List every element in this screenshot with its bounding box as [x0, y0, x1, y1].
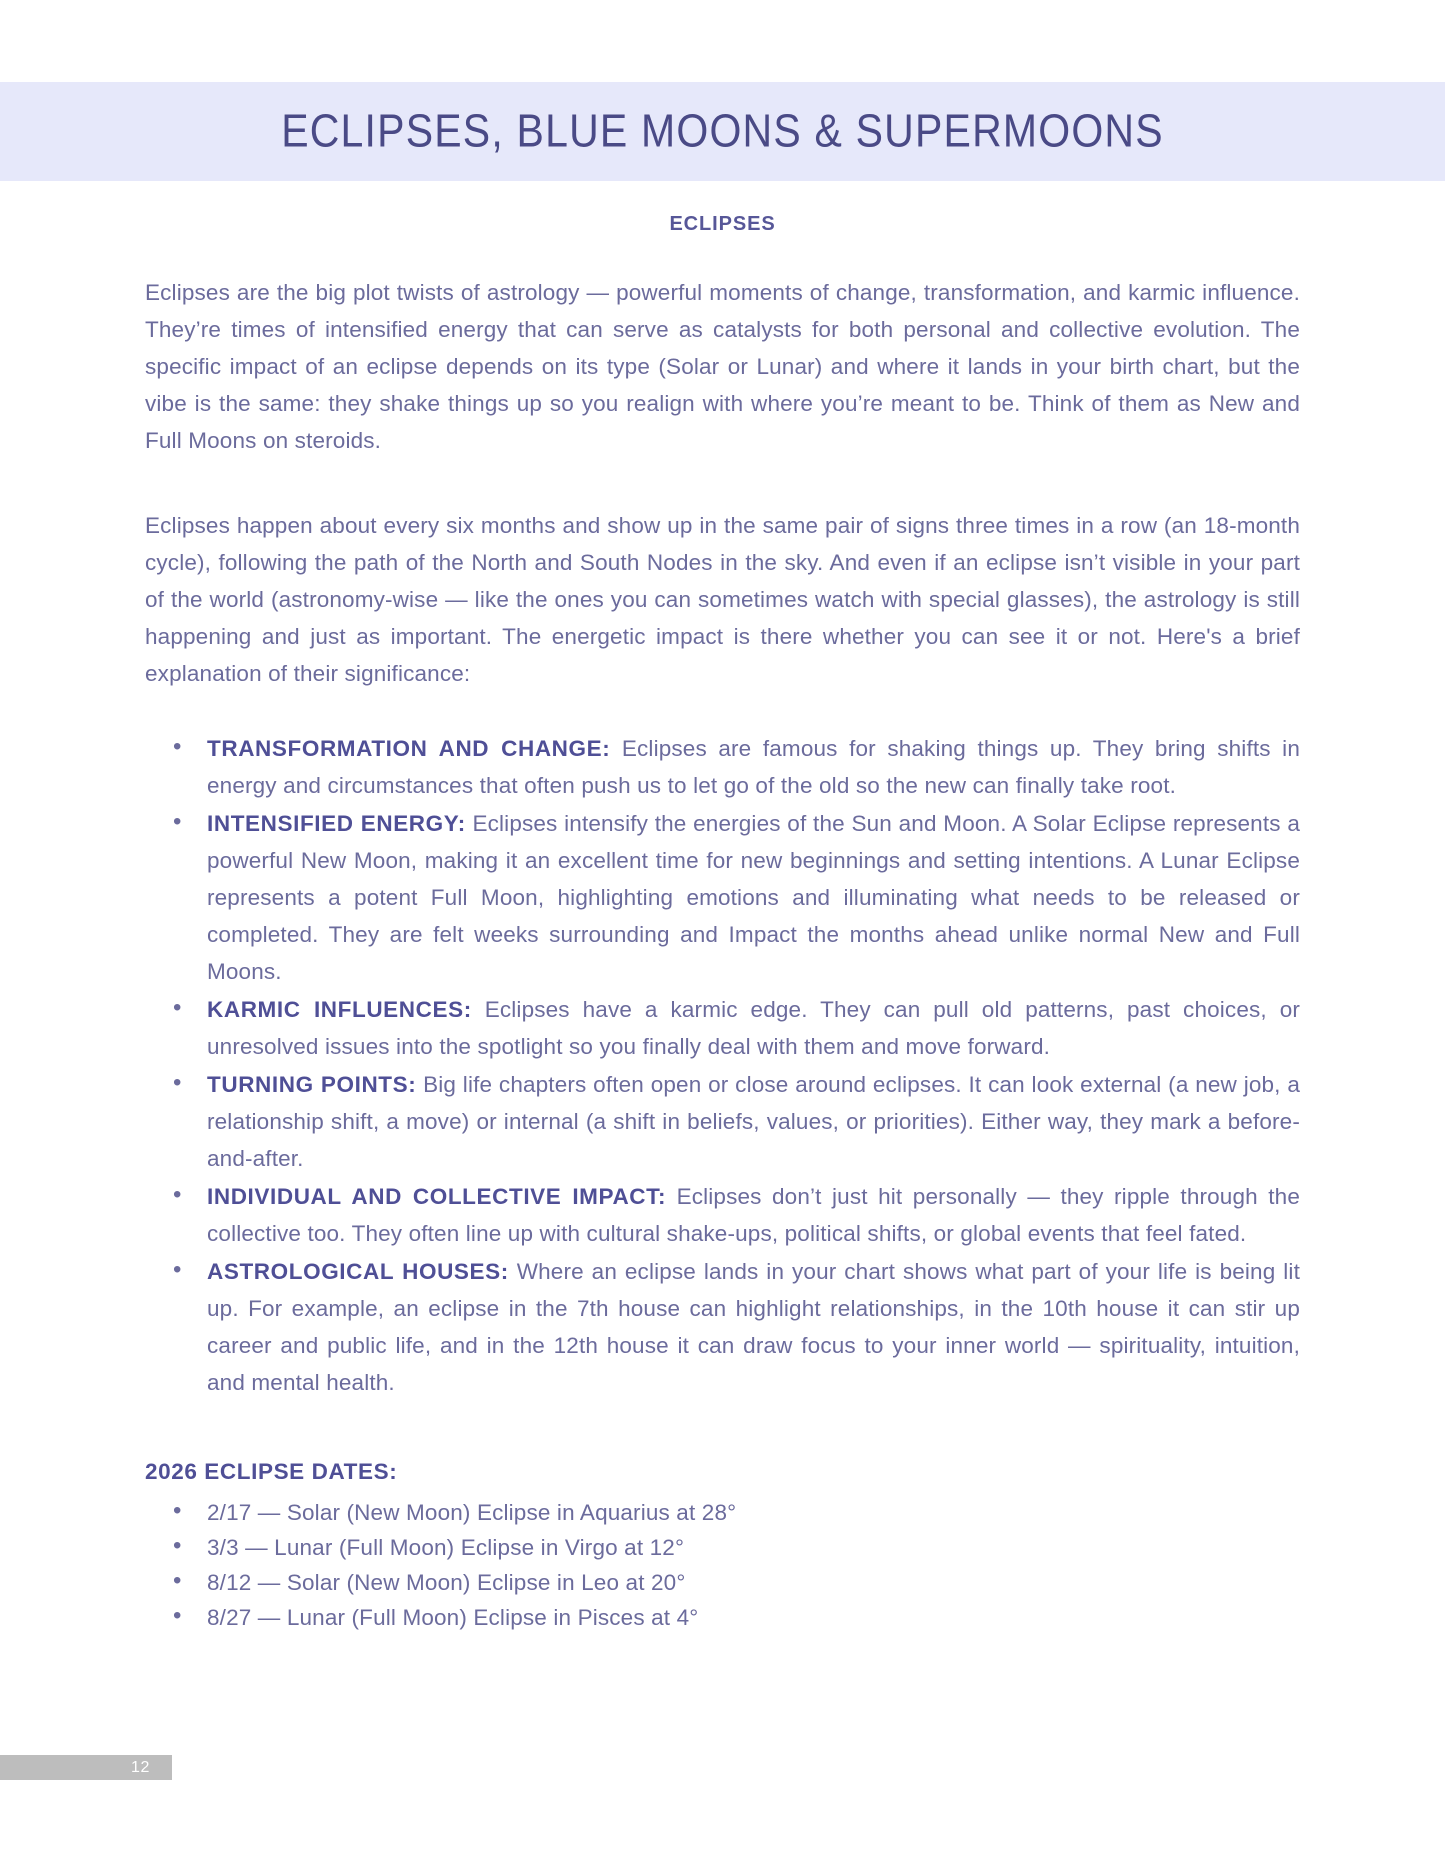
bullet-label: INTENSIFIED ENERGY: — [207, 811, 466, 836]
bullet-text: Eclipses are famous for shaking things up. They bring shifts in energy and circumstances that often push us to let go of the old so the new can finally take root. — [207, 736, 1300, 798]
list-item — [163, 1253, 1300, 1401]
list-item: • 3/3 — Lunar (Full Moon) Eclipse in Virgo at 12° — [163, 1530, 1300, 1565]
bullet-label: INDIVIDUAL AND COLLECTIVE IMPACT: — [207, 1184, 667, 1209]
page-number-bar — [0, 1755, 172, 1780]
bullet-label: TRANSFORMATION AND CHANGE: — [207, 736, 611, 761]
eclipse-dates-heading: 2026 ECLIPSE DATES: — [145, 1459, 398, 1484]
list-item: • 8/27 — Lunar (Full Moon) Eclipse in Pisces at 4° — [163, 1600, 1300, 1635]
list-item — [163, 805, 1300, 990]
page-number: 12 — [131, 1758, 150, 1776]
intro-paragraph-1: Eclipses are the big plot twists of astrology — powerful moments of change, transformation, and karmic influence. They’re times of intensified energy that can serve as catalysts for both personal and collective evolution. The specific impact of an eclipse depends on its type (Solar or Lunar) and where it lands in your birth chart, but the vibe is the same: they shake things up so you realign with where you’re meant to be. Think of them as New and Full Moons on steroids. — [145, 280, 1300, 453]
section-subtitle: ECLIPSES — [669, 213, 776, 235]
list-item: • 2/17 — Solar (New Moon) Eclipse in Aquarius at 28° — [163, 1495, 1300, 1530]
intro-paragraph-2: Eclipses happen about every six months and show up in the same pair of signs three times in a row (an 18-month cycle), following the path of the North and South Nodes in the sky. And even if an eclipse isn’t visible in your part of the world (astronomy-wise — like the ones you can sometimes watch with special glasses), the astrology is still happening and just as important. The energetic impact is there whether you can see it or not. Here's a brief explanation of their significance: — [145, 513, 1300, 686]
list-item — [163, 991, 1300, 1065]
eclipse-significance-list — [145, 730, 1300, 1401]
eclipse-dates-list — [145, 1495, 1300, 1635]
bullet-label: KARMIC INFLUENCES: — [207, 997, 472, 1022]
list-item — [163, 1178, 1300, 1252]
page-title: ECLIPSES, BLUE MOONS & SUPERMOONS — [281, 105, 1164, 157]
bullet-text: Big life chapters often open or close around eclipses. It can look external (a new job, a relationship shift, a move) or internal (a shift in beliefs, values, or priorities). Either way, they mark a before-and-after. — [207, 1072, 1300, 1171]
document-content — [0, 181, 1445, 1635]
bullet-text: Eclipses intensify the energies of the Sun and Moon. A Solar Eclipse represents a powerful New Moon, making it an excellent time for new beginnings and setting intentions. A Lunar Eclipse represents a potent Full Moon, highlighting emotions and illuminating what needs to be released or completed. They are felt weeks surrounding and Impact the months ahead unlike normal New and Full Moons. — [207, 811, 1300, 984]
list-item: • 8/12 — Solar (New Moon) Eclipse in Leo at 20° — [163, 1565, 1300, 1600]
bullet-label: ASTROLOGICAL HOUSES: — [207, 1259, 509, 1284]
list-item — [163, 730, 1300, 804]
bullet-text: Eclipses have a karmic edge. They can pull old patterns, past choices, or unresolved issues into the spotlight so you finally deal with them and move forward. — [207, 997, 1300, 1059]
list-item — [163, 1066, 1300, 1177]
bullet-text: Eclipses don’t just hit personally — they ripple through the collective too. They often line up with cultural shake-ups, political shifts, or global events that feel fated. — [207, 1184, 1300, 1246]
page-header-band — [0, 82, 1445, 181]
bullet-label: TURNING POINTS: — [207, 1072, 417, 1097]
bullet-text: Where an eclipse lands in your chart shows what part of your life is being lit up. For example, an eclipse in the 7th house can highlight relationships, in the 10th house it can stir up career and public life, and in the 12th house it can draw focus to your inner world — spirituality, intuition, and mental health. — [207, 1259, 1300, 1395]
